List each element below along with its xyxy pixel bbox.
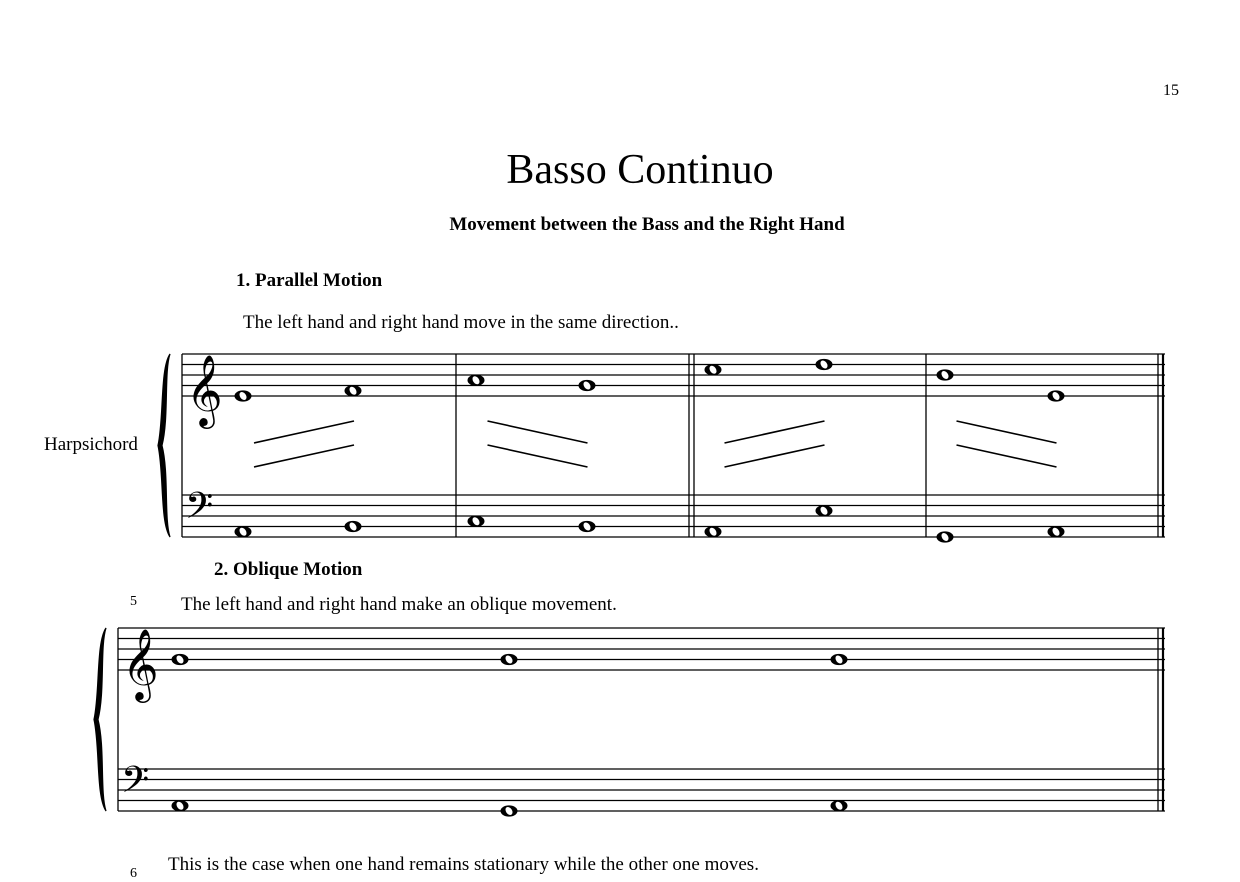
section-description-stationary: This is the case when one hand remains stationary while the other one moves.	[168, 854, 759, 875]
whole-note	[579, 380, 596, 391]
instrument-name: Harpsichord	[44, 434, 138, 455]
page-number: 15	[1163, 82, 1179, 99]
whole-note	[172, 654, 189, 665]
whole-note	[1048, 526, 1065, 537]
whole-note	[345, 521, 362, 532]
whole-note	[345, 385, 362, 396]
parallel-motion-line	[254, 421, 354, 443]
system-brace	[94, 628, 106, 811]
score-system-oblique	[94, 627, 1165, 817]
parallel-motion-line	[725, 445, 825, 467]
section-description-oblique: The left hand and right hand make an oblique movement.	[181, 594, 617, 615]
whole-note	[235, 390, 252, 401]
treble-staff	[118, 628, 1165, 670]
page-subtitle: Movement between the Bass and the Right Hand	[449, 214, 845, 235]
bass-clef-icon: 𝄢	[185, 485, 214, 536]
whole-note	[705, 364, 722, 375]
whole-note	[816, 359, 833, 370]
whole-note	[579, 521, 596, 532]
parallel-motion-line	[488, 445, 588, 467]
measure-number: 5	[130, 594, 137, 609]
measure	[235, 385, 362, 537]
whole-note	[831, 800, 848, 811]
measure	[937, 369, 1065, 542]
score-system-parallel	[158, 353, 1165, 543]
treble-staff	[182, 354, 1165, 396]
whole-note	[468, 516, 485, 527]
whole-note	[172, 800, 189, 811]
system-brace	[158, 354, 170, 537]
whole-note	[501, 805, 518, 816]
whole-note	[235, 526, 252, 537]
measure	[468, 375, 596, 532]
treble-clef-icon: 𝄞	[122, 627, 159, 700]
whole-note	[468, 375, 485, 386]
chord	[501, 654, 518, 817]
whole-note	[831, 654, 848, 665]
chord	[831, 654, 848, 811]
parallel-motion-line	[254, 445, 354, 467]
section-heading-oblique: 2. Oblique Motion	[214, 559, 363, 580]
page-title: Basso Continuo	[506, 147, 774, 193]
parallel-motion-line	[957, 445, 1057, 467]
whole-note	[705, 526, 722, 537]
parallel-motion-line	[957, 421, 1057, 443]
bass-staff	[118, 769, 1165, 811]
section-description-parallel: The left hand and right hand move in the same direction..	[243, 312, 679, 333]
bass-clef-icon: 𝄢	[121, 759, 150, 810]
parallel-motion-line	[488, 421, 588, 443]
whole-note	[1048, 390, 1065, 401]
chord	[172, 654, 189, 811]
whole-note	[937, 531, 954, 542]
treble-clef-icon: 𝄞	[186, 353, 223, 426]
bass-staff	[182, 495, 1165, 537]
section-heading-parallel: 1. Parallel Motion	[236, 270, 383, 291]
parallel-motion-line	[725, 421, 825, 443]
whole-note	[937, 369, 954, 380]
whole-note	[816, 505, 833, 516]
whole-note	[501, 654, 518, 665]
measure-number: 6	[130, 866, 137, 881]
